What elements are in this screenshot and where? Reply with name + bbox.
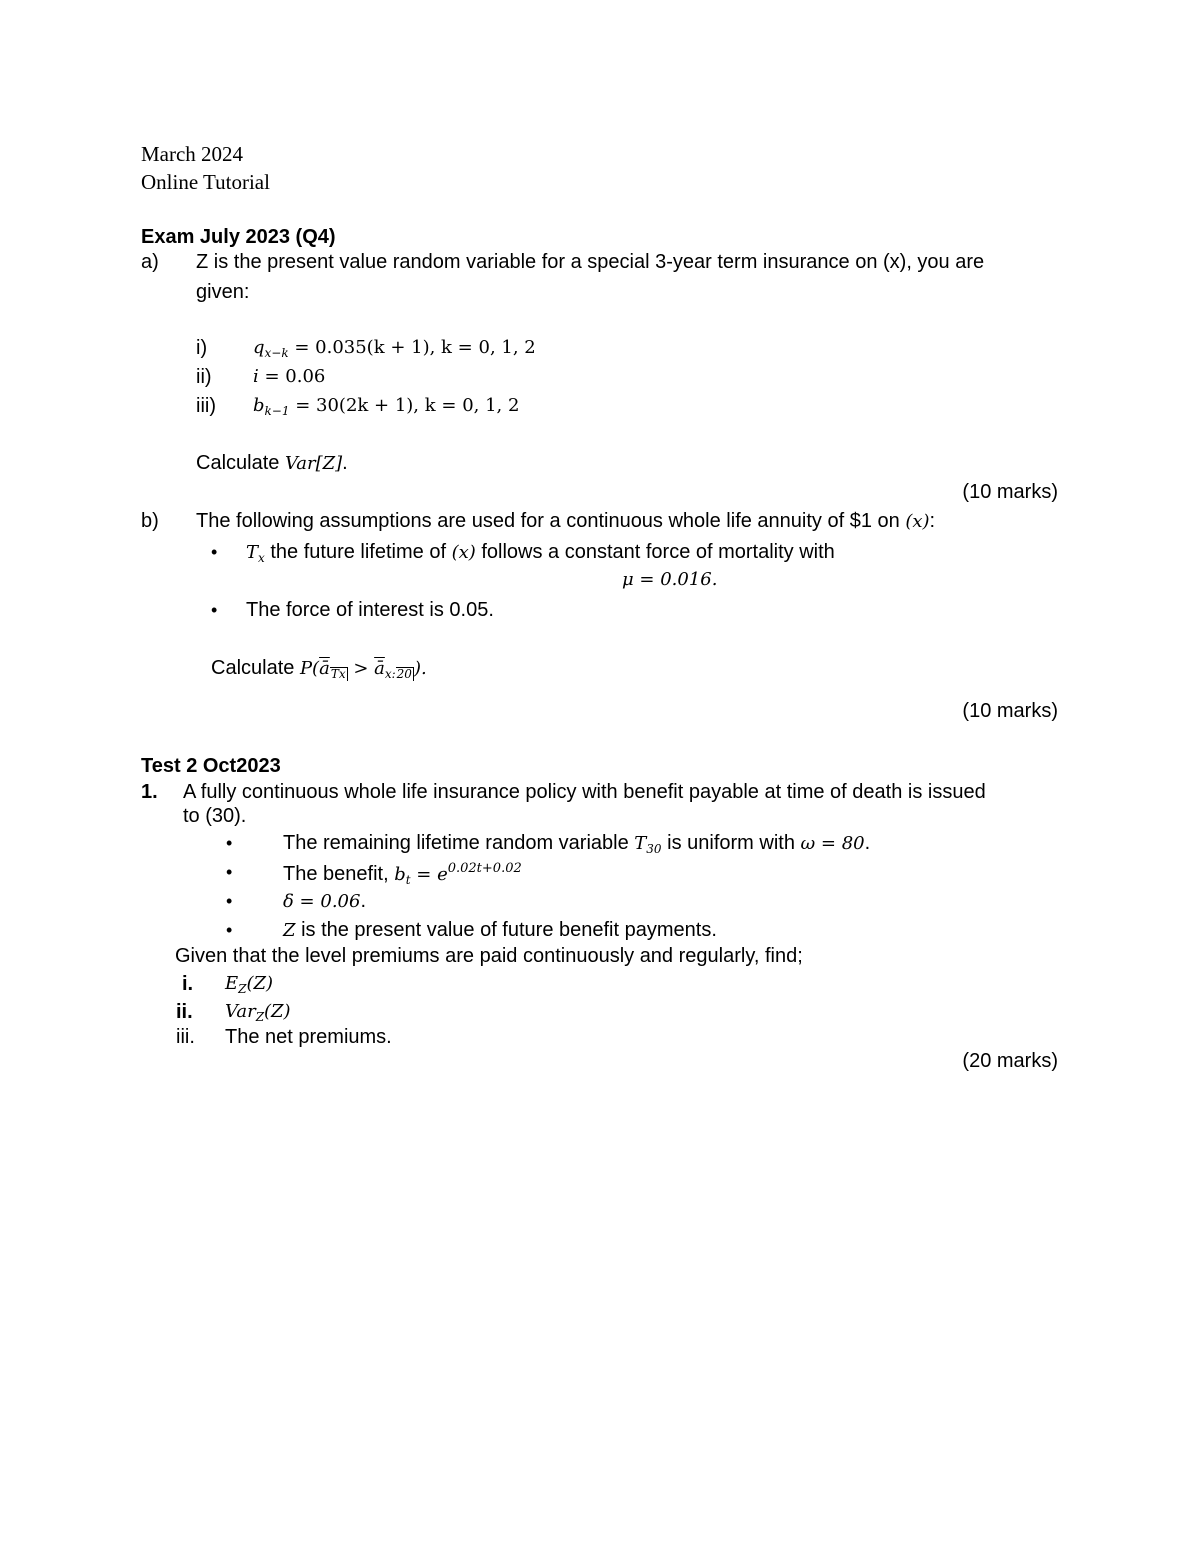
q1-b1-text2: is uniform with: [661, 832, 801, 854]
part-b-calc-a1: $\overline{ā}$: [319, 658, 330, 679]
part-a-line1: Z is the present value random variable for a special 3-year term insurance on (x), you are: [196, 251, 985, 273]
q1-part-i-label: i.: [182, 973, 194, 995]
q1-b3-end: .: [360, 890, 367, 912]
part-b-line1-expr: (x): [905, 511, 930, 532]
q1-b2-text: The benefit,: [283, 863, 395, 885]
part-a-line2: given:: [196, 281, 250, 303]
given-i-rest: = 0.035(k + 1), k = 0, 1, 2: [288, 337, 536, 358]
q1-b1-expr2: ω = 80: [800, 833, 865, 854]
part-b-calc-a2-sub: x:: [384, 667, 396, 681]
q1-bullet2: [283, 862, 522, 886]
q1-part-i-sub: Z: [238, 982, 247, 996]
part-a-label: a): [141, 251, 159, 273]
q1-part-ii-label: ii.: [176, 1001, 193, 1023]
part-b-calc-a2: $\overline{ā}$: [374, 658, 385, 679]
q1-line2: to (30).: [183, 805, 247, 827]
given-iii-expr: [253, 395, 519, 417]
part-b-calc-gt: >: [347, 658, 375, 679]
part-a-calc-prefix: Calculate: [196, 452, 285, 474]
q1-marks: (20 marks): [962, 1050, 1058, 1072]
q1-b1-text1: The remaining lifetime random variable: [283, 832, 635, 854]
given-i-expr: [253, 337, 536, 359]
q1-part-ii-main: Var: [225, 1001, 256, 1022]
q1-b4-text: is the present value of future benefit payments.: [295, 919, 717, 941]
bullet-icon: •: [211, 600, 218, 620]
part-b-calculate: [211, 658, 427, 681]
q1-b4-expr: Z: [283, 920, 296, 941]
q1-part-ii-expr: [225, 1001, 291, 1023]
part-b-b1-text1: the future lifetime of: [264, 541, 452, 563]
bullet-icon: •: [211, 542, 218, 562]
bullet-icon: •: [226, 891, 233, 911]
q1-line1: A fully continuous whole life insurance policy with benefit payable at time of death is issued: [183, 781, 986, 803]
q1-b1-main: T: [634, 833, 647, 854]
part-b-line1-suffix: :: [929, 510, 936, 532]
part-b-calc-a2-angle: 20: [396, 667, 412, 681]
q1-b1-sub: 30: [646, 842, 662, 856]
q1-part-iii-text: The net premiums.: [225, 1026, 392, 1048]
part-b-b1-main: T: [246, 542, 259, 563]
header-date: March 2024: [141, 142, 244, 166]
part-b-marks: (10 marks): [962, 700, 1058, 722]
part-b-label: b): [141, 510, 159, 532]
part-b-b1-sub: x: [258, 551, 265, 565]
part-b-calc-p: P(: [299, 658, 320, 679]
q1-b3-expr: δ = 0.06: [283, 891, 361, 912]
q1-part-iii-label: iii.: [176, 1026, 195, 1048]
q1-part-i-rest: (Z): [246, 973, 274, 994]
part-b-calc-prefix: Calculate: [211, 657, 300, 679]
bullet-icon: •: [226, 833, 233, 853]
part-b-b1-expr2: (x): [451, 542, 476, 563]
q1-bullet3: [283, 891, 366, 911]
q1-part-i-main: E: [225, 973, 239, 994]
q1-b2-sup: 0.02t+0.02: [447, 861, 522, 876]
given-ii-expr: [253, 366, 325, 386]
q1-part-i-expr: [225, 973, 273, 995]
part-b-line1: [196, 511, 935, 531]
part-a-calculate: [196, 453, 348, 473]
part-a-calc-expr: Var[Z]: [284, 453, 343, 474]
bullet-icon: •: [226, 920, 233, 940]
q1-b1-end: .: [864, 832, 871, 854]
part-a-marks: (10 marks): [962, 481, 1058, 503]
given-i-main: q: [253, 337, 265, 358]
part-b-bullet1: [246, 542, 835, 564]
given-i-label: i): [196, 337, 208, 359]
given-iii-main: b: [253, 395, 265, 416]
given-iii-sub: k−1: [264, 404, 290, 418]
given-ii-main: i: [253, 366, 259, 387]
given-i-sub: x−k: [264, 346, 289, 360]
q1-given: Given that the level premiums are paid continuously and regularly, find;: [175, 945, 803, 967]
part-b-bullet2: The force of interest is 0.05.: [246, 599, 494, 621]
given-iii-rest: = 30(2k + 1), k = 0, 1, 2: [289, 395, 520, 416]
part-b-line1-text: The following assumptions are used for a continuous whole life annuity of $1 on: [196, 510, 906, 532]
section1-title: Exam July 2023 (Q4): [141, 226, 336, 248]
q1-bullet1: [283, 833, 870, 855]
section2-title: Test 2 Oct2023: [141, 755, 281, 777]
part-a-calc-suffix: .: [342, 452, 348, 474]
given-ii-rest: = 0.06: [258, 366, 326, 387]
header-subtitle: Online Tutorial: [141, 170, 270, 194]
q1-b2-sub: t: [405, 873, 411, 887]
part-b-calc-a1-sub: Tx: [330, 667, 346, 681]
given-iii-label: iii): [196, 395, 216, 417]
given-ii-label: ii): [196, 366, 212, 388]
q1-part-ii-sub: Z: [255, 1010, 265, 1024]
part-b-mu: μ = 0.016.: [622, 569, 718, 590]
q1-b2-main: b: [394, 864, 406, 885]
bullet-icon: •: [226, 862, 233, 882]
q1-bullet4: [283, 920, 717, 940]
q1-label: 1.: [141, 781, 158, 803]
q1-b2-eq: = e: [410, 864, 448, 885]
q1-part-ii-rest: (Z): [264, 1001, 291, 1022]
part-b-b1-text2: follows a constant force of mortality with: [475, 541, 835, 563]
part-b-calc-close: ).: [413, 658, 427, 679]
